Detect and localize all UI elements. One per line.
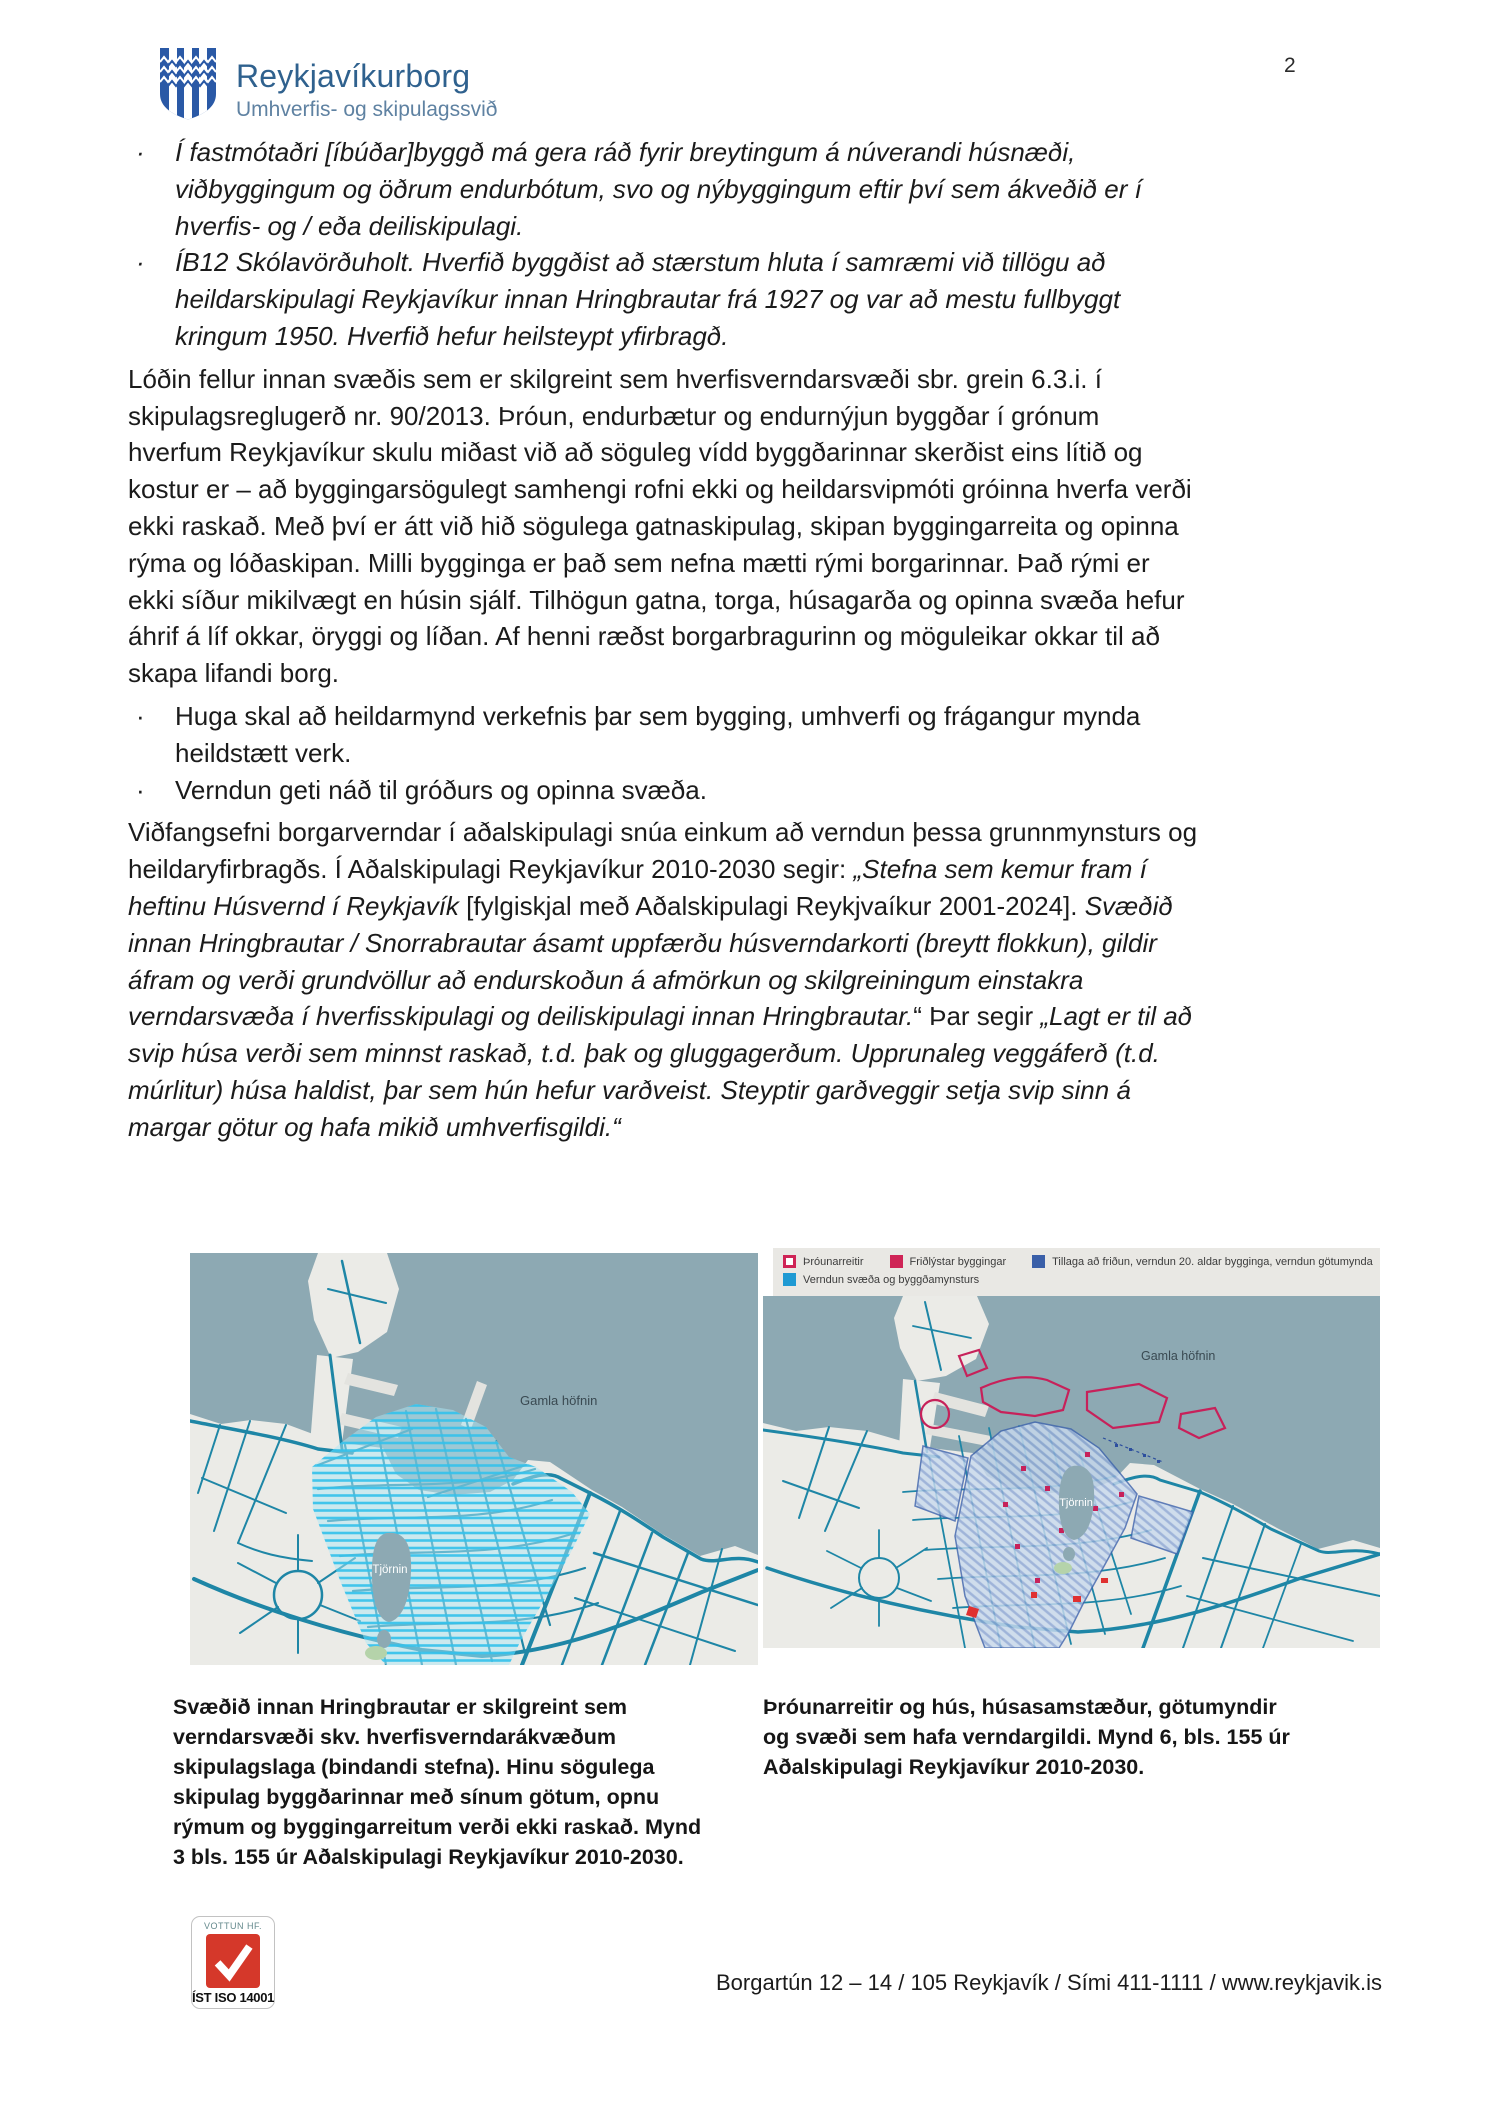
text-line: Verndun geti náð til gróðurs og opinna svæða. [175, 774, 707, 805]
bullet-item [128, 134, 1403, 244]
legend-label: Friðlýstar byggingar [909, 1255, 1007, 1268]
legend-label: Verndun svæða og byggðamynsturs [803, 1273, 980, 1286]
bullet-item [128, 698, 1403, 772]
text-segment: svip húsa verði sem minnst raskað, t.d. þak og gluggagerðum. Upprunaleg veggáferð (t.d. [128, 1038, 1160, 1069]
map-legend [773, 1248, 1380, 1296]
bullet-marker: · [136, 137, 145, 167]
bullet-marker: · [136, 774, 145, 805]
caption-line: verndarsvæði skv. hverfisverndarákvæðum [173, 1725, 616, 1749]
legend-label: Þróunarreitir [803, 1255, 864, 1268]
text-line [128, 888, 1403, 925]
text-line: Huga skal að heildarmynd verkefnis þar sem bygging, umhverfi og frágangur mynda [175, 700, 1141, 731]
caption-line: 3 bls. 155 úr Aðalskipulagi Reykjavíkur 2010-2030. [173, 1845, 684, 1869]
text-line: hverfum Reykjavíkur skulu miðast við að söguleg vídd byggðarinnar skerðist eins lítið og [128, 437, 1143, 468]
iso-badge-bottom-label: ÍST ISO 14001 [192, 1990, 275, 2005]
caption-line: Aðalskipulagi Reykjavíkur 2010-2030. [763, 1755, 1145, 1779]
text-segment: “ Þar segir [913, 1001, 1041, 1032]
legend-swatch-lightblue-icon [783, 1273, 796, 1286]
caption-line: rýmum og byggingarreitum verði ekki raskað. Mynd [173, 1815, 702, 1839]
caption-line: og svæði sem hafa verndargildi. Mynd 6, bls. 155 úr [763, 1725, 1290, 1749]
text-segment: „Stefna sem kemur fram í [853, 854, 1147, 885]
text-segment: múrlitur) húsa haldist, þar sem hún hefur varðveist. Steyptir garðveggir setja svip sinn á [128, 1074, 1131, 1105]
header [158, 46, 497, 127]
text-line [128, 1109, 1403, 1146]
caption-line: Svæðið innan Hringbrautar er skilgreint sem [173, 1695, 627, 1719]
map-caption-right [763, 1692, 1290, 1782]
org-name: Reykjavíkurborg [236, 58, 471, 94]
map-caption-left [173, 1692, 701, 1872]
legend-row [783, 1255, 1373, 1268]
text-line: ÍB12 Skólavörðuholt. Hverfið byggðist að stærstum hluta í samræmi við tillögu að [175, 247, 1106, 278]
text-segment: heildaryfirbragðs. Í Aðalskipulagi Reykjavíkur 2010-2030 segir: [128, 854, 854, 885]
text-line: viðbyggingum og öðrum endurbótum, svo og nýbyggingum eftir því sem ákveðið er í [175, 173, 1142, 204]
pond-label: Tjörnin [1059, 1497, 1093, 1509]
bullet-marker: · [136, 247, 145, 278]
development-areas-map [763, 1296, 1380, 1648]
text-line: heildstætt verk. [175, 737, 352, 768]
map-figure-right [763, 1248, 1380, 1648]
iso-badge-top-label: VOTTUN HF. [204, 1921, 262, 1931]
body-text [128, 134, 1403, 1152]
text-line: áhrif á líf okkar, öryggi og líðan. Af henni ræðst borgarbragurinn og möguleikar okkar til að [128, 621, 1160, 652]
text-line [128, 851, 1403, 888]
text-segment: innan Hringbrautar / Snorrabrautar ásamt uppfærðu húsverndarkorti (breytt flokkun), gildir [128, 927, 1157, 958]
text-line [128, 925, 1403, 962]
logo-text [236, 46, 497, 122]
text-segment: áfram og verði grundvöllur að endurskoðun á afmörkun og skilgreiningum einstakra [128, 964, 1084, 995]
legend-swatch-darkblue-icon [1032, 1255, 1045, 1268]
caption-line: skipulagslaga (bindandi stefna). Hinu sögulega [173, 1755, 655, 1779]
legend-item [890, 1255, 1007, 1268]
harbor-label: Gamla höfnin [520, 1393, 598, 1408]
text-line: rýma og lóðaskipan. Milli bygginga er það sem nefna mætti rými borgarinnar. Það rými er [128, 547, 1150, 578]
bullet-item [128, 772, 1403, 809]
text-line [128, 962, 1403, 999]
text-line: hverfis- og / eða deiliskipulagi. [175, 210, 524, 241]
text-line: heildarskipulagi Reykjavíkur innan Hringbrautar frá 1927 og var að mestu fullbyggt [175, 284, 1121, 315]
coat-of-arms-icon [158, 46, 218, 127]
text-line: Í fastmótaðri [íbúðar]byggð má gera ráð fyrir breytingum á núverandi húsnæði, [175, 137, 1076, 167]
text-line: kringum 1950. Hverfið hefur heilsteypt yfirbragð. [175, 320, 729, 351]
text-segment: [fylgiskjal með Aðalskipulagi Reykjvaíkur 2001-2024]. [466, 890, 1085, 921]
text-line: Lóðin fellur innan svæðis sem er skilgreint sem hverfisverndarsvæði sbr. grein 6.3.i. í [128, 363, 1102, 394]
text-segment: heftinu Húsvernd í Reykjavík [128, 890, 467, 921]
text-line: kostur er – að byggingarsögulegt samhengi rofni ekki og heildarsvipmóti gróinna hverfa verði [128, 474, 1192, 505]
legend-row [783, 1273, 1370, 1286]
body-paragraph [128, 814, 1403, 1145]
text-line: skapa lifandi borg. [128, 658, 340, 689]
checkmark-icon [206, 1934, 260, 1988]
legend-swatch-outline-icon [783, 1255, 796, 1268]
text-line [128, 1035, 1403, 1072]
caption-line: skipulag byggðarinnar með sínum götum, opnu [173, 1785, 660, 1809]
caption-line: Þróunarreitir og hús, húsasamstæður, götumyndir [763, 1695, 1277, 1719]
bullet-item [128, 244, 1403, 354]
bullet-marker: · [136, 700, 145, 731]
text-segment: „Lagt er til að [1040, 1001, 1193, 1032]
pond-label: Tjörnin [372, 1564, 408, 1576]
body-paragraph [128, 361, 1403, 692]
text-line [128, 1072, 1403, 1109]
harbor-label: Gamla höfnin [1141, 1349, 1216, 1363]
legend-item [1032, 1255, 1373, 1268]
map-figure-left [190, 1253, 758, 1665]
page-number: 2 [1284, 54, 1296, 77]
text-line: skipulagsreglugerð nr. 90/2013. Þróun, endurbætur og endurnýjun byggðar í grónum [128, 400, 1100, 431]
protection-area-map [190, 1253, 758, 1665]
text-line: Viðfangsefni borgarverndar í aðalskipulagi snúa einkum að verndun þessa grunnmynsturs og [128, 817, 1198, 848]
text-segment: margar götur og hafa mikið umhverfisgildi.“ [128, 1111, 621, 1142]
iso-14001-badge [191, 1916, 275, 2009]
text-segment: verndarsvæða í hverfisskipulagi og deiliskipulagi innan Hringbrautar. [128, 1001, 914, 1032]
text-line: ekki síður mikilvægt en húsin sjálf. Tilhögun gatna, torga, húsagarða og opinna svæða hefur [128, 584, 1185, 615]
footer-address: Borgartún 12 – 14 / 105 Reykjavík / Sími 411-1111 / www.reykjavik.is [715, 1970, 1382, 1995]
legend-swatch-crimson-icon [890, 1255, 903, 1268]
text-line [128, 998, 1403, 1035]
legend-item [783, 1273, 979, 1286]
legend-label: Tillaga að friðun, verndun 20. aldar bygginga, verndun götumynda [1052, 1255, 1373, 1268]
text-line: ekki raskað. Með því er átt við hið sögulega gatnaskipulag, skipan byggingarreita og opinna [128, 510, 1179, 541]
org-department: Umhverfis- og skipulagssvið [236, 98, 498, 121]
legend-item [783, 1255, 864, 1268]
text-segment: Svæðið [1084, 890, 1173, 921]
